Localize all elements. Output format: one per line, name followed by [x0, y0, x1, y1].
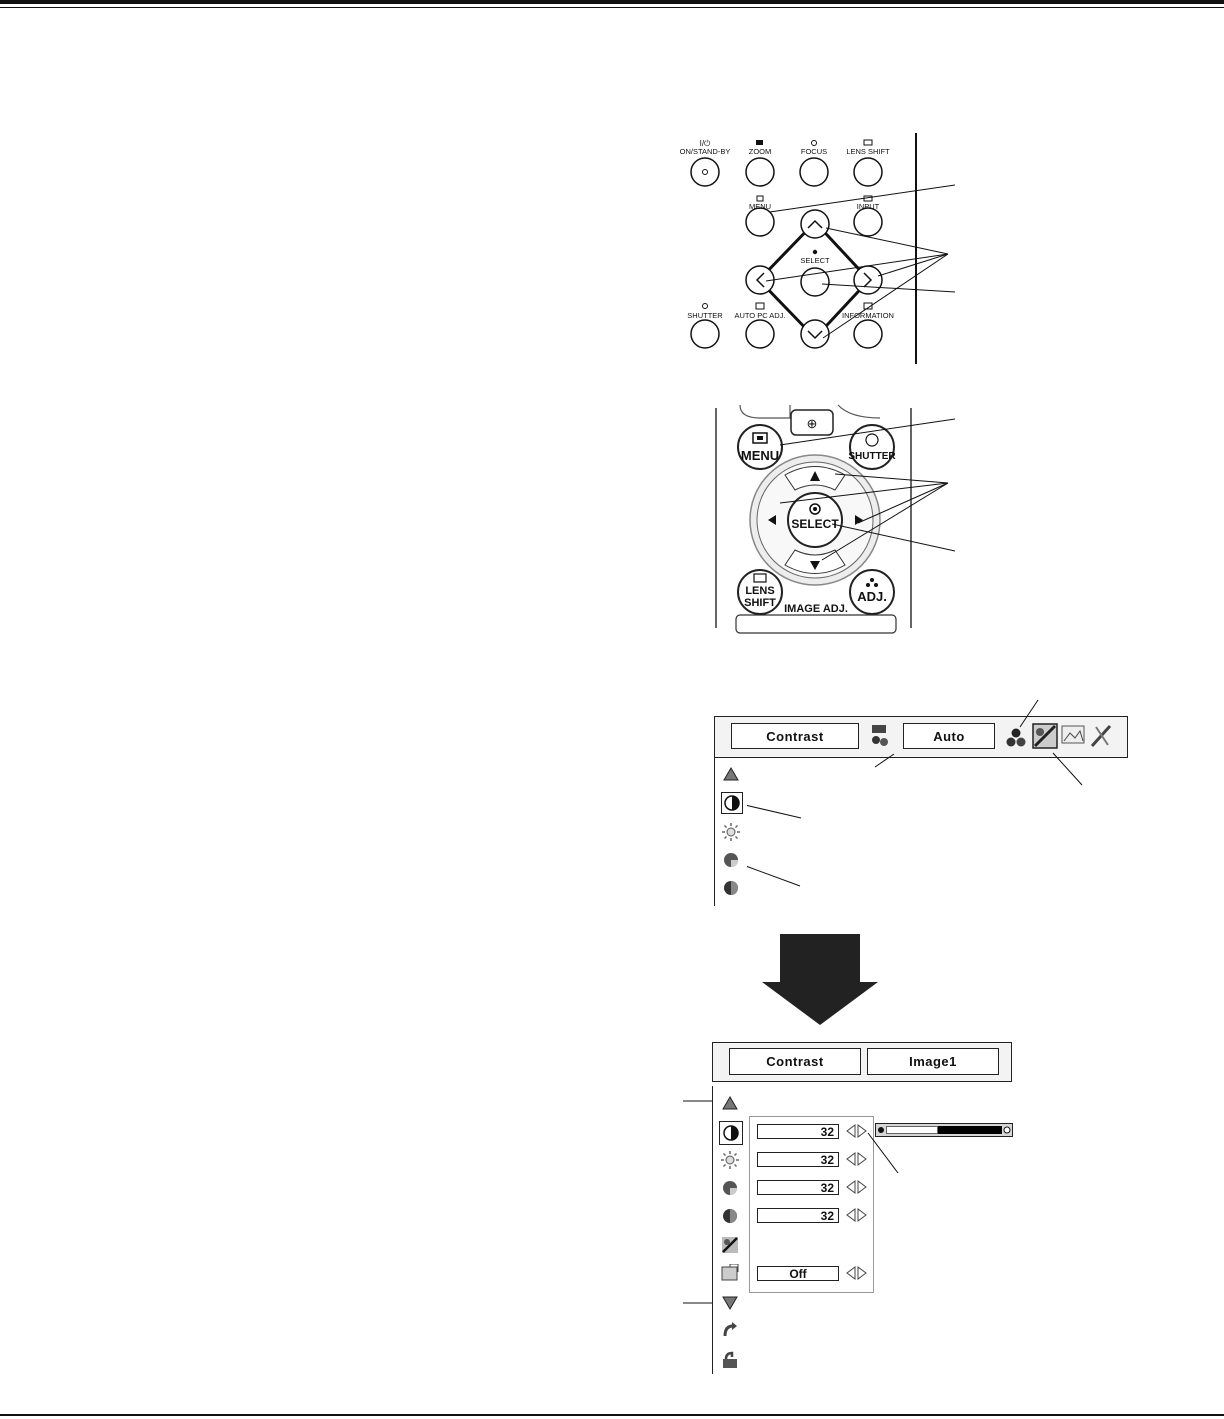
- brightness-value: 32: [820, 1152, 834, 1167]
- power-icon: I/⏻: [699, 139, 711, 148]
- color-value: 32: [820, 1180, 834, 1195]
- information-label: INFORMATION: [842, 311, 894, 320]
- shutter-label: SHUTTER: [687, 311, 723, 320]
- zoom-label: ZOOM: [748, 147, 772, 156]
- menu2-mode-label: Image1: [909, 1054, 957, 1069]
- lens-shift-label: LENS SHIFT: [846, 147, 890, 156]
- menu2-item-label: Contrast: [766, 1054, 824, 1069]
- on-standby-label: ON/STAND-BY: [679, 147, 731, 156]
- remote-select-label: SELECT: [791, 517, 839, 531]
- remote-shutter-label: SHUTTER: [848, 451, 896, 462]
- select-label: SELECT: [800, 256, 830, 265]
- menu-item-label: Contrast: [766, 728, 824, 744]
- menu-mode-label: Auto: [933, 728, 965, 744]
- focus-label: FOCUS: [800, 147, 828, 156]
- contrast-value: 32: [820, 1124, 834, 1139]
- remote-adj-label: ADJ.: [857, 589, 887, 604]
- remote-menu-label: MENU: [740, 448, 780, 463]
- remote-image-adj-label: IMAGE ADJ.: [784, 603, 848, 615]
- callout-value-arrows: [868, 1133, 898, 1173]
- move-icon: ⊕: [806, 416, 818, 431]
- footer-rule: [0, 1414, 1224, 1416]
- remote-lens-label-line1: LENS: [745, 585, 775, 597]
- gamma-value: Off: [789, 1266, 807, 1281]
- remote-lens-label-line2: SHIFT: [744, 597, 776, 609]
- auto-pc-adj-label: AUTO PC ADJ.: [734, 311, 786, 320]
- menu-label: MENU: [748, 202, 772, 211]
- input-label: INPUT: [856, 202, 880, 211]
- tint-value: 32: [820, 1208, 834, 1223]
